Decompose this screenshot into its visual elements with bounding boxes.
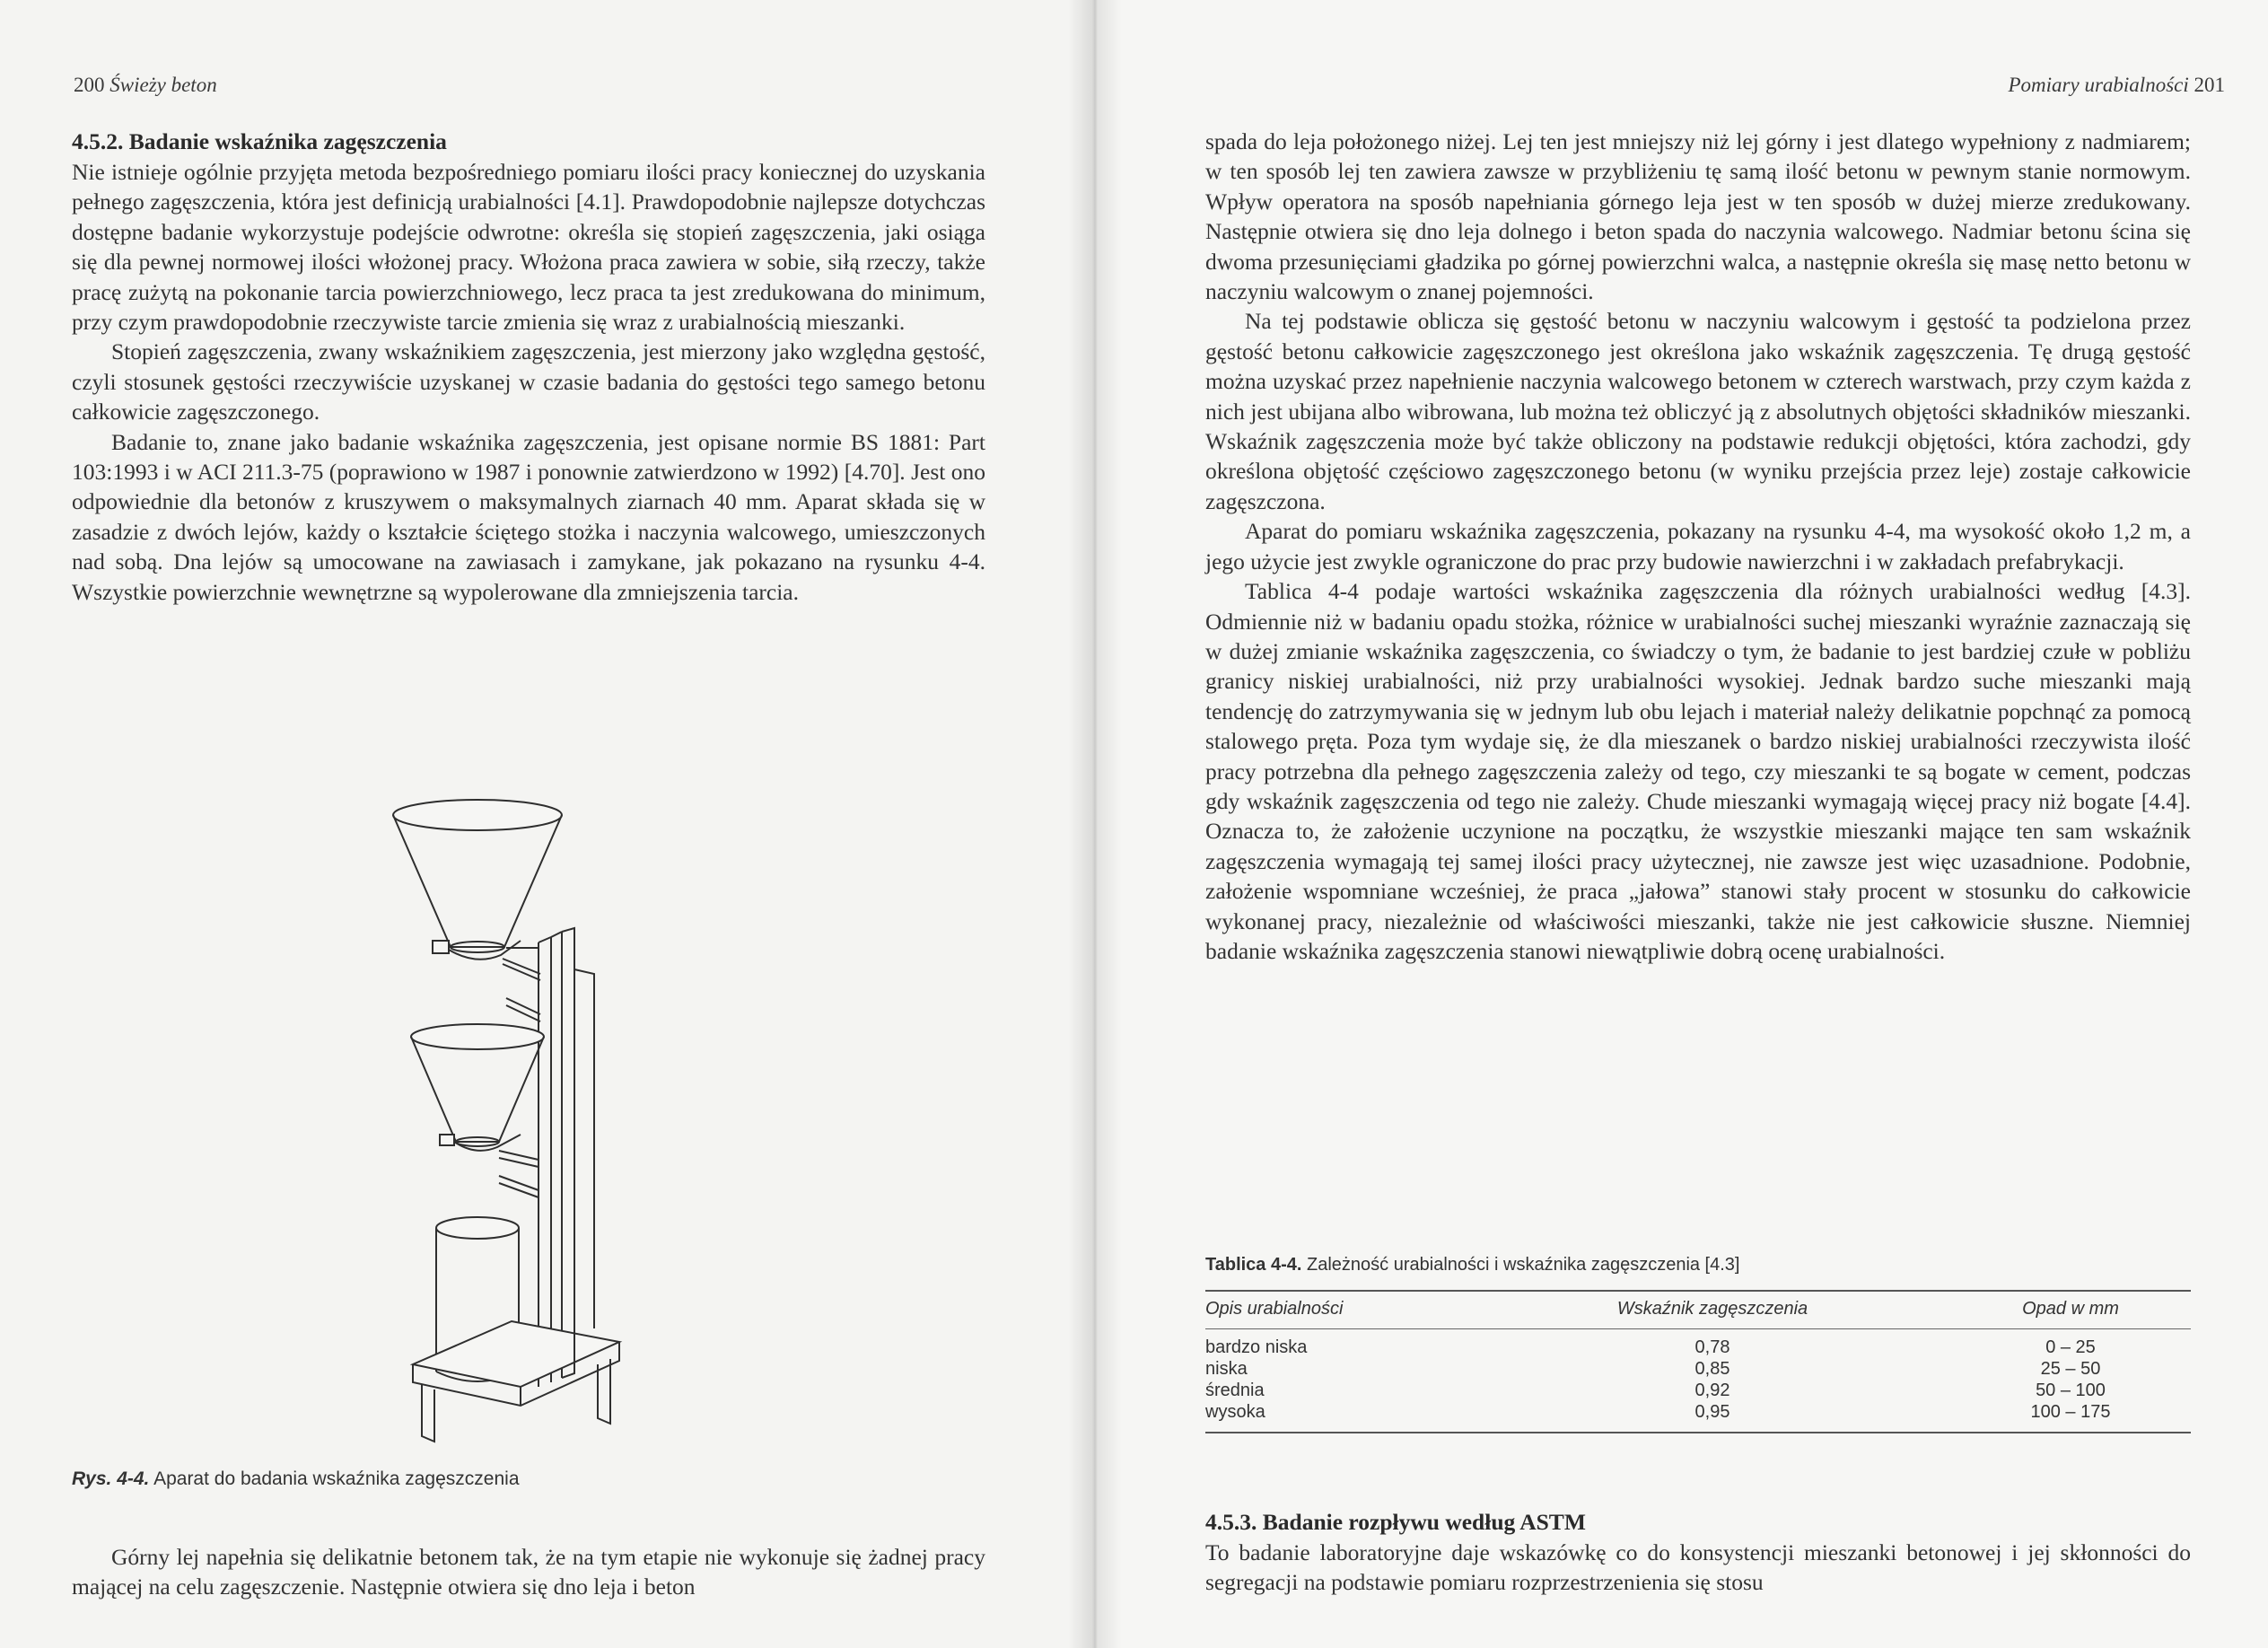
table-cell: 0,78 xyxy=(1694,1337,1730,1357)
table-cell: 0,85 xyxy=(1694,1359,1730,1379)
table-cell: średnia xyxy=(1205,1381,1265,1400)
right-paragraph-2: Na tej podstawie oblicza się gęstość betonu w naczyniu walcowym i gęstość ta podzielona przez gęstość betonu całkowicie zagęszczonego jest określona jako wskaźnik zagęszczenia. Tę drugą gęstość można uzyskać przez napełnienie naczynia walcowego betonem w czterech warstwach, przy czym każda z nich jest ubijana albo wibrowana, lub można też obliczyć ją z absolutnych objętości składników mieszanki. Wskaźnik zagęszczenia może być także obliczony na podstawie redukcji objętości, która zachodzi, gdy określona objętość częściowo zagęszczonego betonu (w wyniku przejścia przez leje) zostaje całkowicie zagęszczona. xyxy=(1205,308,2191,514)
table-row xyxy=(1205,1337,2191,1358)
table-header-cell: Opad w mm xyxy=(2022,1299,2119,1319)
left-paragraph-2: Stopień zagęszczenia, zwany wskaźnikiem zagęszczenia, jest mierzony jako względna gęstość, czyli stosunek gęstości rzeczywiście uzyskanej w czasie badania do gęstości tego samego betonu całkowicie zagęszczonego. xyxy=(72,338,985,425)
table-cell: 0 – 25 xyxy=(2045,1337,2096,1357)
table-header-row xyxy=(1205,1292,2191,1328)
figure-caption-text: Aparat do badania wskaźnika zagęszczenia xyxy=(153,1468,520,1489)
right-main-text xyxy=(1205,127,2191,966)
table-header-cell: Wskaźnik zagęszczenia xyxy=(1616,1299,1808,1319)
right-page-number: 201 xyxy=(2194,74,2225,96)
left-paragraph-1: Nie istnieje ogólnie przyjęta metoda bezpośredniego pomiaru ilości pracy koniecznej do uzyskania pełnego zagęszczenia, która jest definicją urabialności [4.1]. Prawdopodobnie najlepsze dotychczas dostępne badanie wykorzystuje podejście odwrotne: określa się stopień zagęszczenia, jaki osiąga się dla pewnej normowej ilości włożonej pracy. Włożona praca zawiera w sobie, siłą rzeczy, także pracę zużytą na pokonanie tarcia powierzchniowego, lecz praca ta jest zredukowana do minimum, przy czym prawdopodobnie rzeczywiste tarcie zmienia się wraz z urabialnością mieszanki. xyxy=(72,159,985,336)
table-label: Tablica 4-4. xyxy=(1205,1255,1302,1275)
table-body xyxy=(1205,1329,2191,1432)
right-page xyxy=(1093,0,2268,1648)
left-upper-text xyxy=(72,127,985,607)
right-bottom-text xyxy=(1205,1507,2191,1598)
table-title xyxy=(1205,1255,2191,1275)
table-cell: niska xyxy=(1205,1359,1248,1379)
table-bottom-rule xyxy=(1205,1432,2191,1433)
table-4-4 xyxy=(1205,1255,2191,1433)
right-paragraph-3: Aparat do pomiaru wskaźnika zagęszczenia, pokazany na rysunku 4-4, ma wysokość około 1,2 m, a jego użycie jest zwykle ograniczone do prac przy budowie nawierzchni i w zakładach prefabrykacji. xyxy=(1205,518,2191,574)
right-paragraph-1: spada do leja położonego niżej. Lej ten jest mniejszy niż lej górny i jest dlatego wypełniony z nadmiarem; w ten sposób lej ten zawiera zawsze w przybliżeniu tę samą ilość betonu w pewnym stanie normowym. Wpływ operatora na sposób napełniania górnego leja jest w ten sposób w dużej mierze zredukowany. Następnie otwiera się dno leja dolnego i beton spada do naczynia walcowego. Nadmiar betonu ścina się dwoma przesunięciami gładzika po górnej powierzchni walca, a następnie określa się masę netto betonu w naczyniu walcowym o znanej pojemności. xyxy=(1205,128,2191,305)
left-page-number: 200 xyxy=(74,74,105,96)
table-cell: 0,95 xyxy=(1694,1402,1730,1422)
left-lower-paragraph: Górny lej napełnia się delikatnie betonem tak, że na tym etapie nie wykonuje się żadnej pracy mającej na celu zagęszczenie. Następnie otwiera się dno leja i beton xyxy=(72,1544,985,1600)
table-cell: 0,92 xyxy=(1694,1381,1730,1400)
table-row xyxy=(1205,1401,2191,1423)
section-heading-4-5-3: 4.5.3. Badanie rozpływu według ASTM xyxy=(1205,1509,1586,1535)
table-cell: bardzo niska xyxy=(1205,1337,1308,1357)
table-row xyxy=(1205,1380,2191,1401)
right-running-head xyxy=(2009,74,2226,97)
table-cell: 50 – 100 xyxy=(2036,1381,2106,1400)
section-heading-4-5-2: 4.5.2. Badanie wskaźnika zagęszczenia xyxy=(72,128,447,154)
right-bottom-paragraph: To badanie laboratoryjne daje wskazówkę co do konsystencji mieszanki betonowej i jej skłonności do segregacji na podstawie pomiaru rozprzestrzenienia się stosu xyxy=(1205,1539,2191,1596)
table-title-text: Zależność urabialności i wskaźnika zagęszczenia [4.3] xyxy=(1307,1255,1740,1275)
table-cell: 25 – 50 xyxy=(2040,1359,2101,1379)
right-running-title: Pomiary urabialności xyxy=(2008,74,2189,96)
left-running-title: Świeży beton xyxy=(109,74,217,96)
table-row xyxy=(1205,1358,2191,1380)
left-page xyxy=(0,0,1093,1648)
apparatus-illustration xyxy=(386,790,673,1454)
compacting-factor-apparatus-figure xyxy=(386,790,673,1454)
right-paragraph-4: Tablica 4-4 podaje wartości wskaźnika zagęszczenia dla różnych urabialności według [4.3]. Odmiennie niż w badaniu opadu stożka, różnice w urabialności suchej mieszanki wyraźnie zaznaczają się w dużej zmianie wskaźnika zagęszczenia, co świadczy o tym, że badanie to jest bardziej czułe w pobliżu granicy niskiej urabialności, niż przy urabialności wysokiej. Jednak bardzo suche mieszanki mają tendencję do zatrzymywania się w jednym lub obu lejach i materiał należy delikatnie popchnąć za pomocą stalowego pręta. Poza tym wydaje się, że dla mieszanek o bardzo niskiej urabialności rzeczywista ilość pracy potrzebna dla pełnego zagęszczenia zależy od tego, czy mieszanki te są bogate w cement, podczas gdy wskaźnik zagęszczenia od tego nie zależy. Chude mieszanki wymagają więcej pracy niż bogate [4.4]. Oznacza to, że założenie uczynione na początku, że wszystkie mieszanki mające ten sam wskaźnik zagęszczenia wymagają tej samej ilości pracy użytecznej, nie zawsze jest więc uzasadnione. Podobnie, założenie wspomniane wcześniej, że praca „jałowa” stanowi stały procent w stosunku do całkowicie wykonanej pracy, niezależnie od właściwości mieszanki, także nie jest całkowicie słuszne. Niemniej badanie wskaźnika zagęszczenia stanowi niewątpliwie dobrą ocenę urabialności. xyxy=(1205,578,2191,964)
book-gutter-shadow xyxy=(1068,0,1122,1648)
table-header-cell: Opis urabialności xyxy=(1205,1299,1344,1319)
table-cell: wysoka xyxy=(1205,1402,1265,1422)
left-running-head xyxy=(74,74,217,97)
figure-caption-label: Rys. 4-4. xyxy=(72,1468,150,1489)
left-lower-text xyxy=(72,1542,985,1602)
table-cell: 100 – 175 xyxy=(2030,1402,2111,1422)
left-paragraph-3: Badanie to, znane jako badanie wskaźnika zagęszczenia, jest opisane normie BS 1881: Part 103:1993 i w ACI 211.3-75 (poprawiono w 1987 i ponownie zatwierdzono w 1992) [4.70]. Jest ono odpowiednie dla betonów z kruszywem o maksymalnych ziarnach 40 mm. Aparat składa się w zasadzie z dwóch lejów, każdy o kształcie ściętego stożka i naczynia walcowego, umieszczonych nad sobą. Dna lejów są umocowane na zawiasach i zamykane, jak pokazano na rysunku 4-4. Wszystkie powierzchnie wewnętrzne są wypolerowane dla zmniejszenia tarcia. xyxy=(72,428,985,605)
figure-caption xyxy=(72,1468,520,1490)
